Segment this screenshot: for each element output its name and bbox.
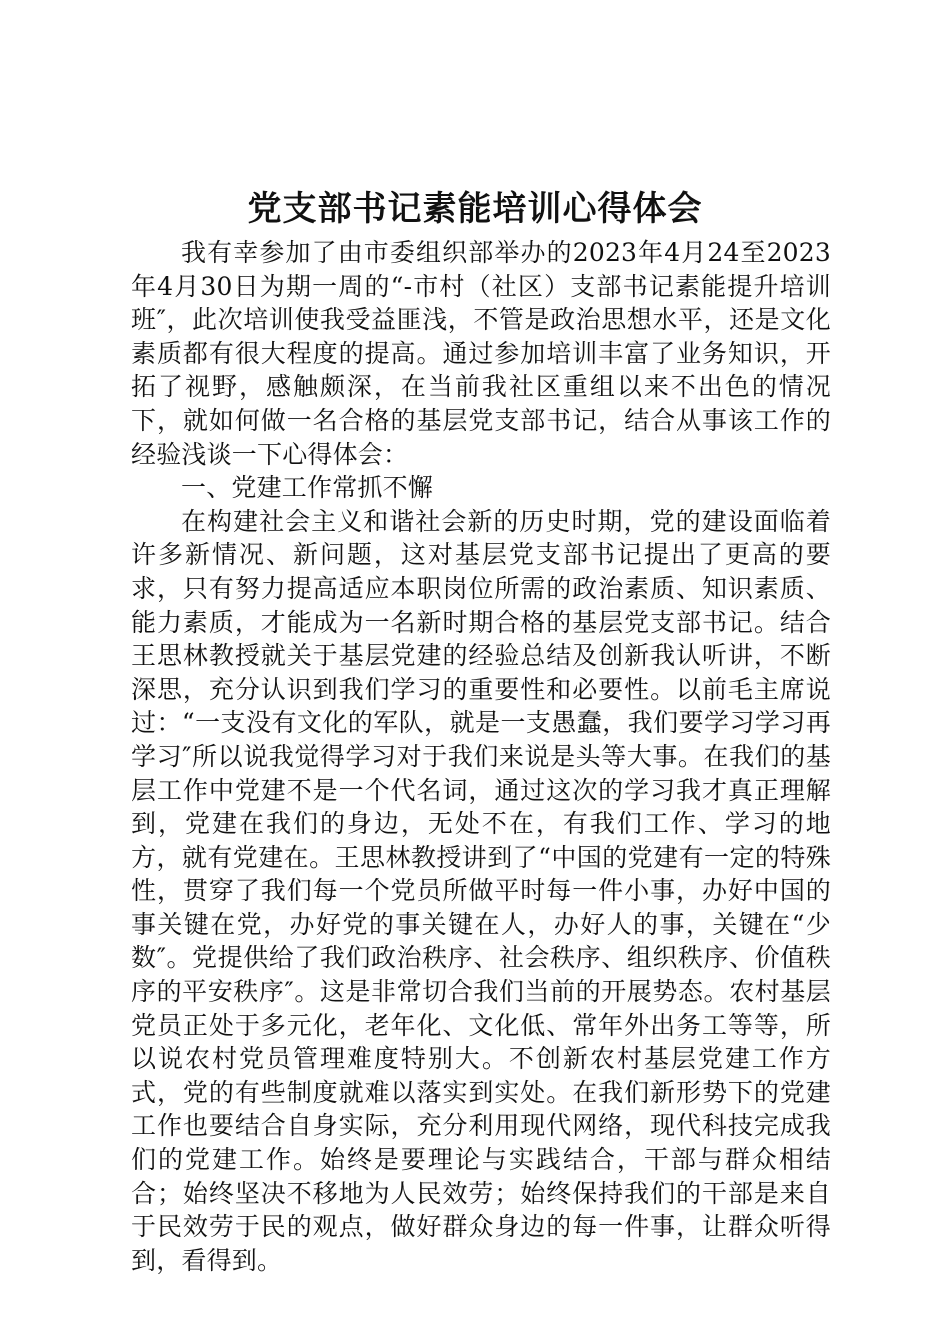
section-heading: 一、党建工作常抓不懈 — [181, 473, 434, 503]
document-title: 党支部书记素能培训心得体会 — [247, 189, 703, 229]
document-body — [131, 236, 831, 1277]
body-paragraph: 在构建社会主义和谐社会新的历史时期，党的建设面临着许多新情况、新问题，这对基层党支部书记提出了更高的要求，只有努力提高适应本职岗位所需的政治素质、知识素质、能力素质，才能成为一名新时期合格的基层党支部书记。结合王思林教授就关于基层党建的经验总结及创新我认听讲，不断深思，充分认识到我们学习的重要性和必要性。以前毛主席说过：“一支没有文化的军队，就是一支愚蠢，我们要学习学习再学习″所以说我觉得学习对于我们来说是头等大事。在我们的基层工作中党建不是一个代名词，通过这次的学习我才真正理解到，党建在我们的身边，无处不在，有我们工作、学习的地方，就有党建在。王思林教授讲到了“中国的党建有一定的特殊性，贯穿了我们每一个党员所做平时每一件小事，办好中国的事关键在党，办好党的事关键在人，办好人的事，关键在“少数″。党提供给了我们政治秩序、社会秩序、组织秩序、价值秩序的平安秩序″。这是非常切合我们当前的开展势态。农村基层党员正处于多元化，老年化、文化低、常年外出务工等等，所以说农村党员管理难度特别大。不创新农村基层党建工作方式，党的有些制度就难以落实到实处。在我们新形势下的党建工作也要结合自身实际，充分利用现代网络，现代科技完成我们的党建工作。始终是要理论与实践结合，干部与群众相结合；始终坚决不移地为人民效劳；始终保持我们的干部是来自于民效劳于民的观点，做好群众身边的每一件事，让群众听得到，看得到。 — [131, 506, 831, 1275]
intro-paragraph: 我有幸参加了由市委组织部举办的2023年4月24至2023年4月30日为期一周的“-市村（社区）支部书记素能提升培训班″，此次培训使我受益匪浅，不管是政治思想水平，还是文化素质都有很大程度的提高。通过参加培训丰富了业务知识，开拓了视野，感触颇深，在当前我社区重组以来不出色的情况下，就如何做一名合格的基层党支部书记，结合从事该工作的经验浅谈一下心得体会： — [131, 238, 831, 469]
